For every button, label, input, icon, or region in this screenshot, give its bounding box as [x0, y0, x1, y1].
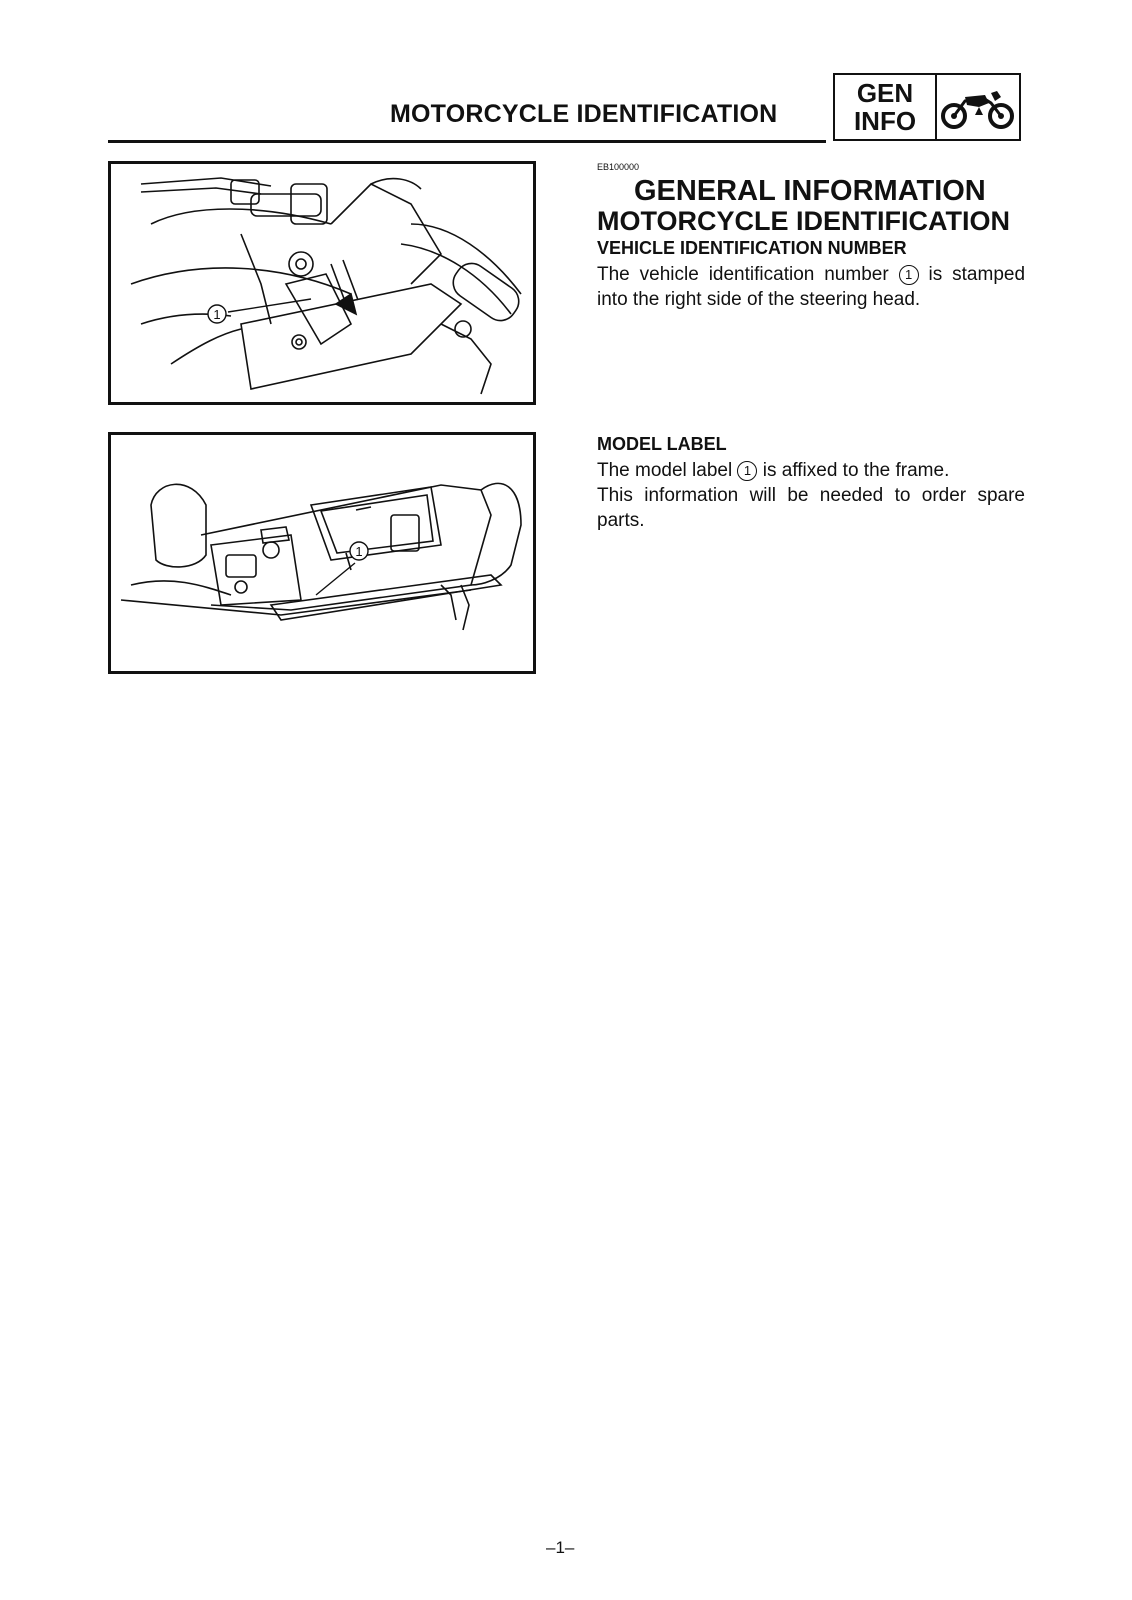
heading-model-label: MODEL LABEL	[597, 434, 727, 454]
vin-location-illustration	[108, 161, 536, 405]
header-rule	[108, 140, 826, 143]
vin-callout: 1	[899, 265, 919, 285]
badge-line-1: GEN	[856, 78, 914, 108]
reference-code: EB100000	[597, 162, 640, 172]
badge-text	[835, 75, 937, 139]
model-label-location-illustration	[108, 432, 536, 674]
vin-text-after: is stamped into the right side of the steering head.	[597, 264, 1026, 310]
model-label-paragraph	[597, 458, 1025, 483]
heading-motorcycle-identification: MOTORCYCLE IDENTIFICATION	[597, 206, 1010, 236]
badge-line-2: INFO	[853, 106, 917, 136]
gen-info-badge	[833, 73, 1021, 141]
model-label-text-before: The model label	[597, 460, 733, 481]
model-label-text-after: is affixed to the frame.	[762, 460, 950, 481]
page-section-title: MOTORCYCLE IDENTIFICATION	[390, 100, 778, 128]
page-number: –1–	[546, 1538, 575, 1557]
heading-general-information: GENERAL INFORMATION	[634, 175, 986, 207]
vin-paragraph	[597, 262, 1025, 312]
heading-vin: VEHICLE IDENTIFICATION NUMBER	[597, 238, 907, 258]
motorcycle-icon	[939, 83, 1017, 138]
vin-text-before: The vehicle identification number	[597, 264, 889, 285]
figure-1-callout: 1	[213, 307, 221, 322]
model-label-note: This information will be needed to order spare parts.	[597, 485, 1025, 531]
model-label-callout: 1	[737, 461, 757, 481]
figure-2-callout: 1	[355, 544, 363, 559]
